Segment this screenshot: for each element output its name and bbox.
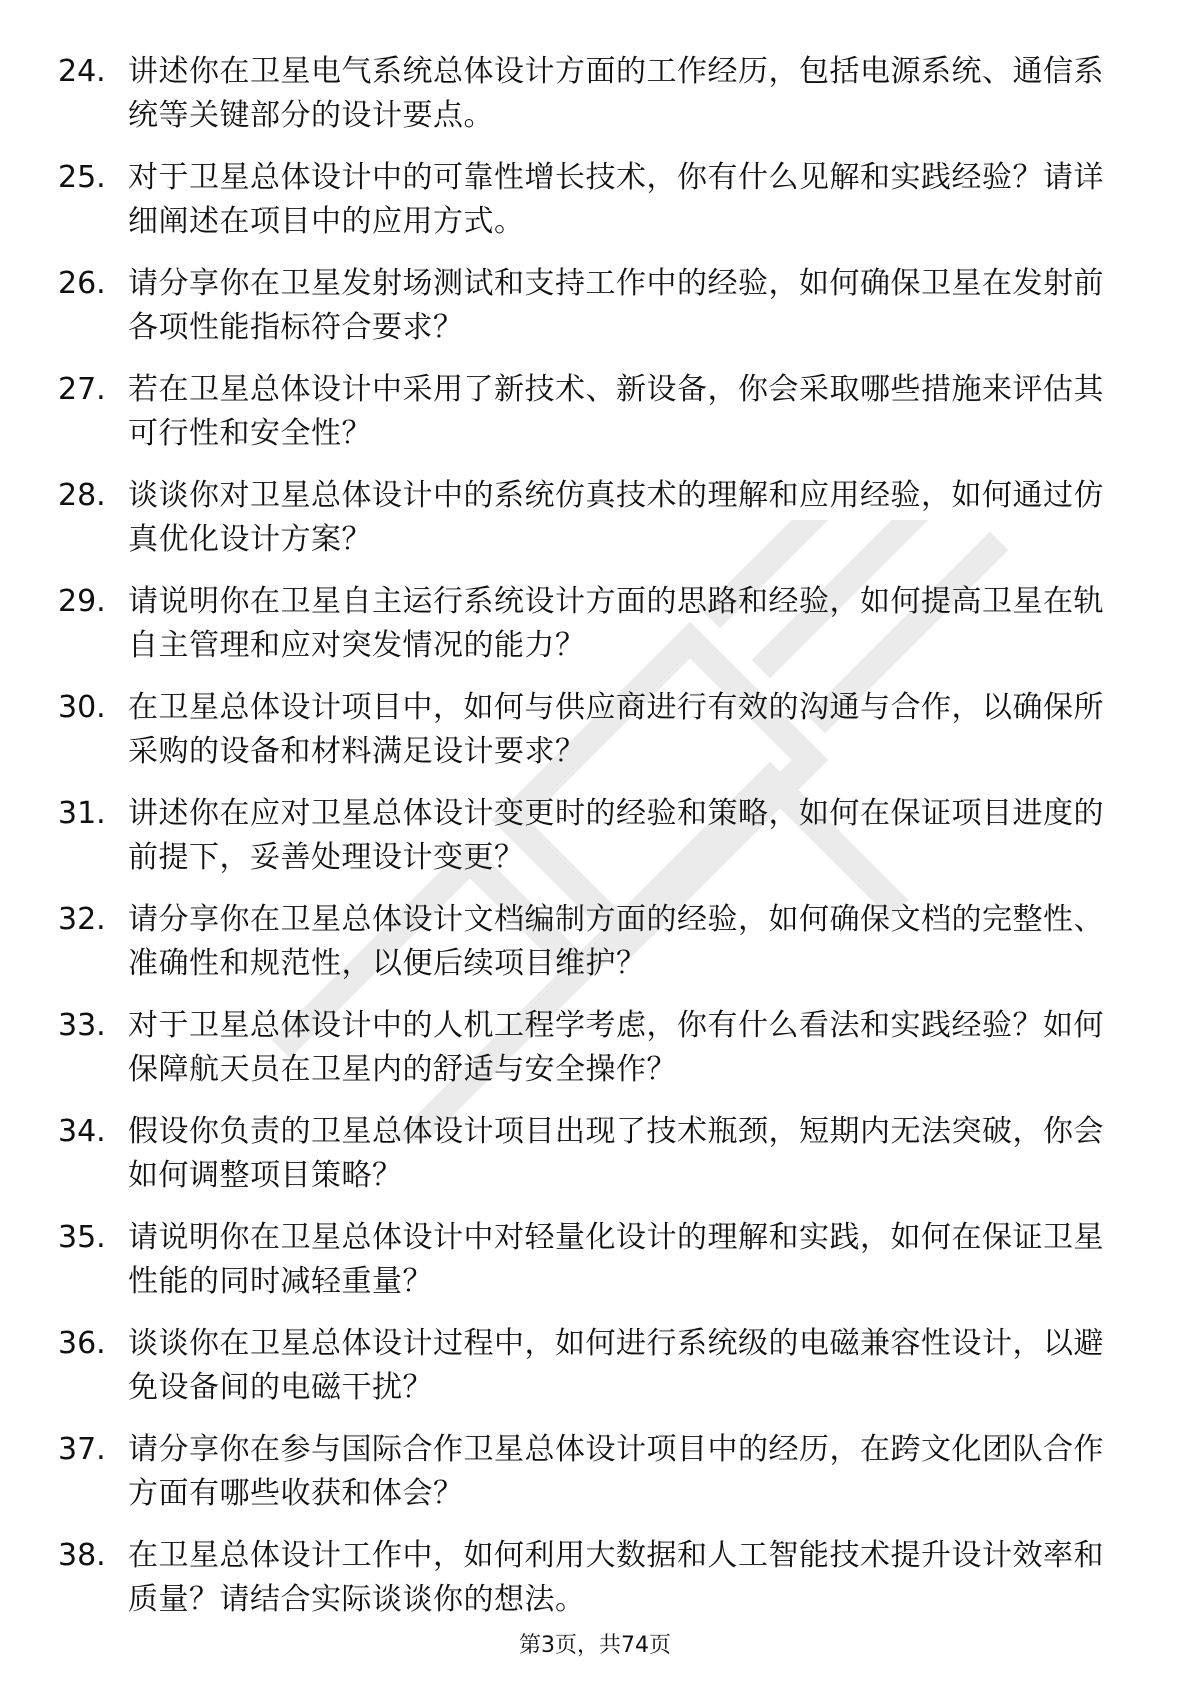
question-text: 请说明你在卫星自主运行系统设计方面的思路和经验，如何提高卫星在轨自主管理和应对突发情况的能力？ [128,584,1104,663]
question-text: 对于卫星总体设计中的可靠性增长技术，你有什么见解和实践经验？请详细阐述在项目中的应用方式。 [128,160,1104,239]
question-item [58,156,1118,244]
question-number: 31. [58,796,106,831]
question-item [58,686,1118,774]
question-item [58,368,1118,456]
page-footer [0,1632,1190,1660]
question-item [58,898,1118,986]
question-number: 33. [58,1008,106,1043]
question-item [58,474,1118,562]
question-text: 谈谈你在卫星总体设计过程中，如何进行系统级的电磁兼容性设计，以避免设备间的电磁干扰？ [128,1326,1104,1405]
question-number: 28. [58,478,106,513]
question-number: 24. [58,54,106,89]
question-number: 27. [58,372,106,407]
question-number: 25. [58,160,106,195]
question-item [58,1322,1118,1410]
question-text: 谈谈你对卫星总体设计中的系统仿真技术的理解和应用经验，如何通过仿真优化设计方案？ [128,478,1104,557]
question-text: 在卫星总体设计项目中，如何与供应商进行有效的沟通与合作，以确保所采购的设备和材料满足设计要求？ [128,690,1104,769]
question-number: 36. [58,1326,106,1361]
question-text: 假设你负责的卫星总体设计项目出现了技术瓶颈，短期内无法突破，你会如何调整项目策略？ [128,1114,1104,1193]
question-number: 34. [58,1114,106,1149]
question-item [58,1004,1118,1092]
question-text: 讲述你在卫星电气系统总体设计方面的工作经历，包括电源系统、通信系统等关键部分的设计要点。 [128,54,1104,133]
question-text: 讲述你在应对卫星总体设计变更时的经验和策略，如何在保证项目进度的前提下，妥善处理设计变更？ [128,796,1104,875]
question-text: 在卫星总体设计工作中，如何利用大数据和人工智能技术提升设计效率和质量？请结合实际谈谈你的想法。 [128,1538,1104,1617]
question-list [58,50,1118,1640]
question-text: 请说明你在卫星总体设计中对轻量化设计的理解和实践，如何在保证卫星性能的同时减轻重量？ [128,1220,1104,1299]
question-text: 若在卫星总体设计中采用了新技术、新设备，你会采取哪些措施来评估其可行性和安全性？ [128,372,1104,451]
question-text: 对于卫星总体设计中的人机工程学考虑，你有什么看法和实践经验？如何保障航天员在卫星内的舒适与安全操作？ [128,1008,1104,1087]
question-text: 请分享你在卫星总体设计文档编制方面的经验，如何确保文档的完整性、准确性和规范性，以便后续项目维护？ [128,902,1104,981]
question-number: 38. [58,1538,106,1573]
question-number: 32. [58,902,106,937]
question-item [58,1428,1118,1516]
question-text: 请分享你在参与国际合作卫星总体设计项目中的经历，在跨文化团队合作方面有哪些收获和体会？ [128,1432,1104,1511]
question-item [58,1216,1118,1304]
page-number-label: 第3页，共74页 [519,1633,671,1658]
question-item [58,1110,1118,1198]
question-number: 26. [58,266,106,301]
question-number: 29. [58,584,106,619]
question-number: 35. [58,1220,106,1255]
question-item [58,792,1118,880]
question-item [58,262,1118,350]
question-number: 30. [58,690,106,725]
question-text: 请分享你在卫星发射场测试和支持工作中的经验，如何确保卫星在发射前各项性能指标符合要求？ [128,266,1104,345]
question-number: 37. [58,1432,106,1467]
question-item [58,50,1118,138]
question-item [58,1534,1118,1622]
question-item [58,580,1118,668]
